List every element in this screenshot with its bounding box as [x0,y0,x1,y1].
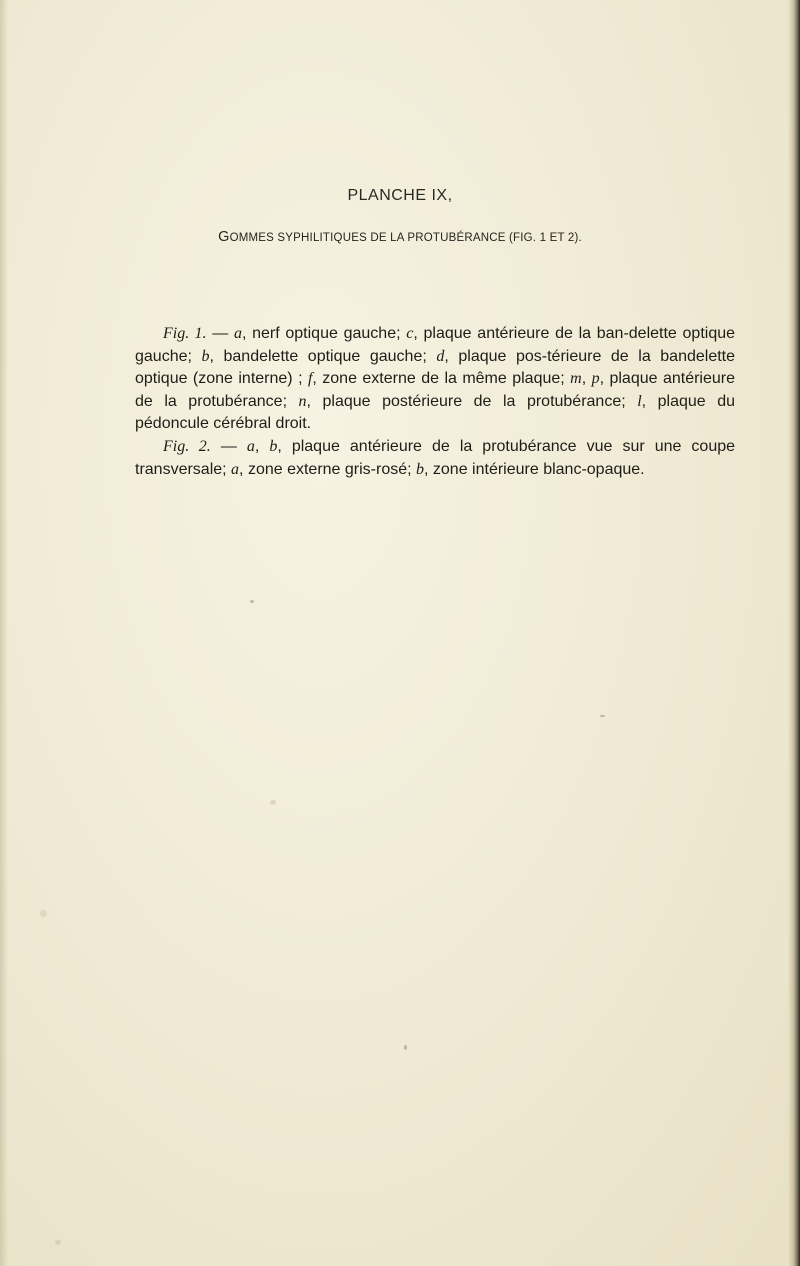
legend-text [135,323,735,481]
paper-speck [600,715,605,717]
subtitle-initial: G [218,229,230,245]
fig1-content [135,325,735,432]
legend-fragment: , plaque antérieure de la protubérance vue sur une coupe transversale; [135,437,736,478]
plate-title: PLANCHE IX, [347,187,453,204]
legend-fragment: , zone externe gris-rosé; [239,460,417,478]
legend-fragment: , plaque antérieure de la protubérance; [135,370,735,410]
figure-letter: m [570,370,582,388]
plate-subtitle [0,229,800,245]
fig1-paragraph [135,323,735,436]
legend-fragment: — [210,437,247,455]
fig2-label: Fig. 2. [163,437,211,455]
figure-letter: b [416,460,425,478]
fig2-paragraph [135,436,735,481]
legend-fragment: , plaque antérieure de la ban-delette optique gauche; [135,325,736,365]
figure-letter: b [269,437,278,455]
legend-fragment: , bandelette optique gauche; [209,347,437,365]
fig1-label: Fig. 1. [163,325,207,342]
legend-fragment: — [206,325,234,342]
legend-fragment: , [254,437,270,455]
paper-speck [250,600,254,603]
paper-speck [40,910,47,917]
legend-fragment: , zone intérieure blanc-opaque. [424,460,645,478]
legend-fragment: , plaque postérieure de la protubérance; [306,392,638,410]
figure-letter: c [406,325,414,342]
subtitle-text: OMMES SYPHILITIQUES DE LA PROTUBÉRANCE [229,232,506,244]
subtitle-figure-reference: (FIG. 1 ET 2). [509,232,582,244]
fig2-content [135,438,735,478]
paper-speck [404,1045,407,1050]
figure-letter: a [233,325,242,342]
legend-fragment: , zone externe de la même plaque; [312,370,571,388]
figure-letter: b [201,347,210,365]
figure-letter: p [591,370,600,388]
legend-fragment: , [581,370,592,388]
paper-speck [55,1240,61,1245]
legend-fragment: , nerf optique gauche; [241,325,407,342]
figure-letter: n [298,392,307,410]
legend-fragment: , plaque du pédoncule cérébral droit. [135,392,735,433]
figure-letter: d [436,347,445,365]
figure-letter: a [231,460,240,478]
figure-letter: a [246,437,255,455]
figure-letter: f [307,370,313,388]
figure-letter: l [637,392,642,410]
paper-speck [270,800,276,805]
legend-fragment: , plaque pos-térieure de la bandelette optique (zone interne) ; [135,347,736,388]
